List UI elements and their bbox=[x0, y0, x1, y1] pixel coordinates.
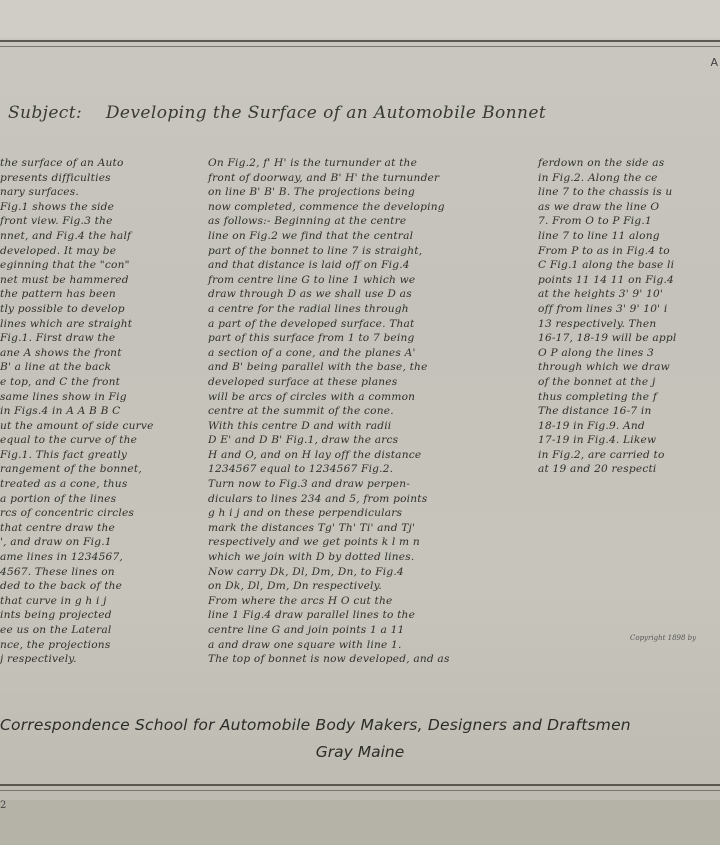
text-line: developed surface at these planes bbox=[208, 375, 398, 388]
school-name: Correspondence School for Automobile Body Makers, Designers and Draftsmen bbox=[0, 716, 631, 734]
text-line: j respectively. bbox=[0, 653, 77, 666]
bottom-border-rule bbox=[0, 784, 720, 786]
subject-heading bbox=[8, 103, 708, 123]
text-line: nce, the projections bbox=[0, 638, 111, 651]
text-line: From where the arcs H O cut the bbox=[208, 594, 393, 607]
text-line: Now carry Dk, Dl, Dm, Dn, to Fig.4 bbox=[208, 565, 404, 578]
text-column-1 bbox=[0, 156, 190, 667]
text-line: on Dk, Dl, Dm, Dn respectively. bbox=[208, 580, 382, 593]
text-line: front view. Fig.3 the bbox=[0, 215, 113, 228]
top-border-rule bbox=[0, 40, 720, 42]
text-line: in Fig.2, are carried to bbox=[538, 448, 665, 461]
text-line: tly possible to develop bbox=[0, 302, 125, 315]
text-line: 16-17, 18-19 will be appl bbox=[538, 332, 677, 345]
text-line: a section of a cone, and the planes A' bbox=[208, 346, 416, 359]
text-line: e top, and C the front bbox=[0, 375, 121, 388]
text-line: that centre draw the bbox=[0, 521, 115, 534]
text-line: will be arcs of circles with a common bbox=[208, 390, 416, 403]
bottom-band bbox=[0, 800, 720, 845]
text-line: C Fig.1 along the base li bbox=[538, 259, 675, 272]
text-line: g h i j and on these perpendiculars bbox=[208, 507, 403, 520]
copyright-note: Copyright 1898 by bbox=[630, 634, 697, 642]
text-line: a part of the developed surface. That bbox=[208, 317, 415, 330]
text-line: lines which are straight bbox=[0, 317, 133, 330]
text-line: ut the amount of side curve bbox=[0, 419, 154, 432]
text-line: ded to the back of the bbox=[0, 580, 123, 593]
text-line: The distance 16-7 in bbox=[538, 405, 652, 418]
text-line: 17-19 in Fig.4. Likew bbox=[538, 434, 657, 447]
text-line: the pattern has been bbox=[0, 288, 116, 301]
text-line: which we join with D by dotted lines. bbox=[208, 551, 415, 564]
text-line: rcs of concentric circles bbox=[0, 507, 135, 520]
text-line: draw through D as we shall use D as bbox=[208, 288, 412, 301]
text-line: thus completing the f bbox=[538, 390, 657, 403]
text-line: in Fig.2. Along the ce bbox=[538, 171, 658, 184]
text-line: 1234567 equal to 1234567 Fig.2. bbox=[208, 463, 394, 476]
subject-title: Developing the Surface of an Automobile Bonnet bbox=[105, 103, 547, 123]
text-line: 13 respectively. Then bbox=[538, 317, 657, 330]
text-line: H and O, and on H lay off the distance bbox=[208, 448, 422, 461]
text-line: With this centre D and with radii bbox=[208, 419, 392, 432]
subject-label: Subject: bbox=[8, 103, 83, 123]
text-line: 4567. These lines on bbox=[0, 565, 115, 578]
text-line: line 7 to line 11 along bbox=[538, 229, 660, 242]
text-line: in Figs.4 in A A B B C bbox=[0, 405, 121, 418]
text-line: eginning that the "con" bbox=[0, 259, 130, 272]
text-line: at the heights 3' 9' 10' bbox=[538, 288, 664, 301]
text-line: On Fig.2, f' H' is the turnunder at the bbox=[208, 157, 418, 169]
text-line: Fig.1. This fact greatly bbox=[0, 448, 128, 461]
text-line: through which we draw bbox=[538, 361, 670, 374]
text-line: Turn now to Fig.3 and draw perpen- bbox=[208, 478, 411, 491]
text-line: as follows:- Beginning at the centre bbox=[208, 215, 407, 228]
bottom-border-rule-inner bbox=[0, 790, 720, 791]
text-line: and that distance is laid off on Fig.4 bbox=[208, 259, 410, 272]
text-line: ferdown on the side as bbox=[538, 157, 665, 169]
text-line: net must be hammered bbox=[0, 273, 129, 286]
text-line: off from lines 3' 9' 10' i bbox=[538, 302, 668, 315]
text-line: front of doorway, and B' H' the turnunder bbox=[208, 171, 440, 184]
text-line: ', and draw on Fig.1 bbox=[0, 536, 112, 549]
text-line: now completed, commence the developing bbox=[208, 200, 445, 213]
text-line: at 19 and 20 respecti bbox=[538, 463, 657, 476]
text-line: of the bonnet at the j bbox=[538, 375, 656, 388]
text-line: same lines show in Fig bbox=[0, 390, 127, 403]
text-line: from centre line G to line 1 which we bbox=[208, 273, 416, 286]
text-line: The top of bonnet is now developed, and as bbox=[208, 653, 450, 666]
text-column-2 bbox=[208, 156, 530, 667]
text-line: line on Fig.2 we find that the central bbox=[208, 229, 414, 242]
top-band bbox=[0, 0, 720, 38]
text-line: equal to the curve of the bbox=[0, 434, 138, 447]
text-line: nary surfaces. bbox=[0, 186, 79, 199]
text-line: Fig.1 shows the side bbox=[0, 200, 115, 213]
text-line: treated as a cone, thus bbox=[0, 478, 128, 491]
text-line: 7. From O to P Fig.1 bbox=[538, 215, 652, 228]
text-line: ame lines in 1234567, bbox=[0, 551, 123, 564]
text-line: a and draw one square with line 1. bbox=[208, 638, 402, 651]
text-line: mark the distances Tg' Th' Ti' and Tj' bbox=[208, 521, 416, 534]
text-line: ints being projected bbox=[0, 609, 112, 622]
text-line: diculars to lines 234 and 5, from points bbox=[208, 492, 428, 505]
text-line: D E' and D B' Fig.1, draw the arcs bbox=[208, 434, 399, 447]
text-line: as we draw the line O bbox=[538, 200, 660, 213]
text-line: centre line G and join points 1 a 11 bbox=[208, 624, 405, 636]
text-line: line 1 Fig.4 draw parallel lines to the bbox=[208, 609, 416, 622]
text-line: respectively and we get points k l m n bbox=[208, 536, 420, 549]
school-location: Gray Maine bbox=[315, 743, 405, 761]
margin-mark: 2 bbox=[0, 800, 7, 811]
text-line: nnet, and Fig.4 the half bbox=[0, 229, 132, 242]
text-column-3 bbox=[538, 156, 720, 477]
text-line: the surface of an Auto bbox=[0, 157, 124, 169]
text-line: Fig.1. First draw the bbox=[0, 332, 116, 345]
text-line: that curve in g h i j bbox=[0, 594, 107, 607]
text-line: a portion of the lines bbox=[0, 492, 117, 505]
text-line: line 7 to the chassis is u bbox=[538, 186, 673, 199]
text-line: centre at the summit of the cone. bbox=[208, 405, 394, 418]
top-border-rule-inner bbox=[0, 46, 720, 47]
text-line: points 11 14 11 on Fig.4 bbox=[538, 273, 674, 286]
text-line: ane A shows the front bbox=[0, 346, 122, 359]
text-line: part of this surface from 1 to 7 being bbox=[208, 332, 415, 345]
text-line: on line B' B' B. The projections being bbox=[208, 186, 415, 199]
corner-mark: A bbox=[710, 56, 718, 69]
text-line: O P along the lines 3 bbox=[538, 346, 654, 359]
text-line: and B' being parallel with the base, the bbox=[208, 361, 428, 374]
text-line: developed. It may be bbox=[0, 244, 117, 257]
text-line: 18-19 in Fig.9. And bbox=[538, 419, 645, 432]
text-line: rangement of the bonnet, bbox=[0, 463, 142, 476]
text-line: ee us on the Lateral bbox=[0, 624, 112, 636]
text-line: part of the bonnet to line 7 is straight, bbox=[208, 244, 423, 257]
text-line: presents difficulties bbox=[0, 171, 111, 184]
text-line: a centre for the radial lines through bbox=[208, 302, 409, 315]
text-line: B' a line at the back bbox=[0, 361, 112, 374]
text-line: From P to as in Fig.4 to bbox=[538, 244, 670, 257]
